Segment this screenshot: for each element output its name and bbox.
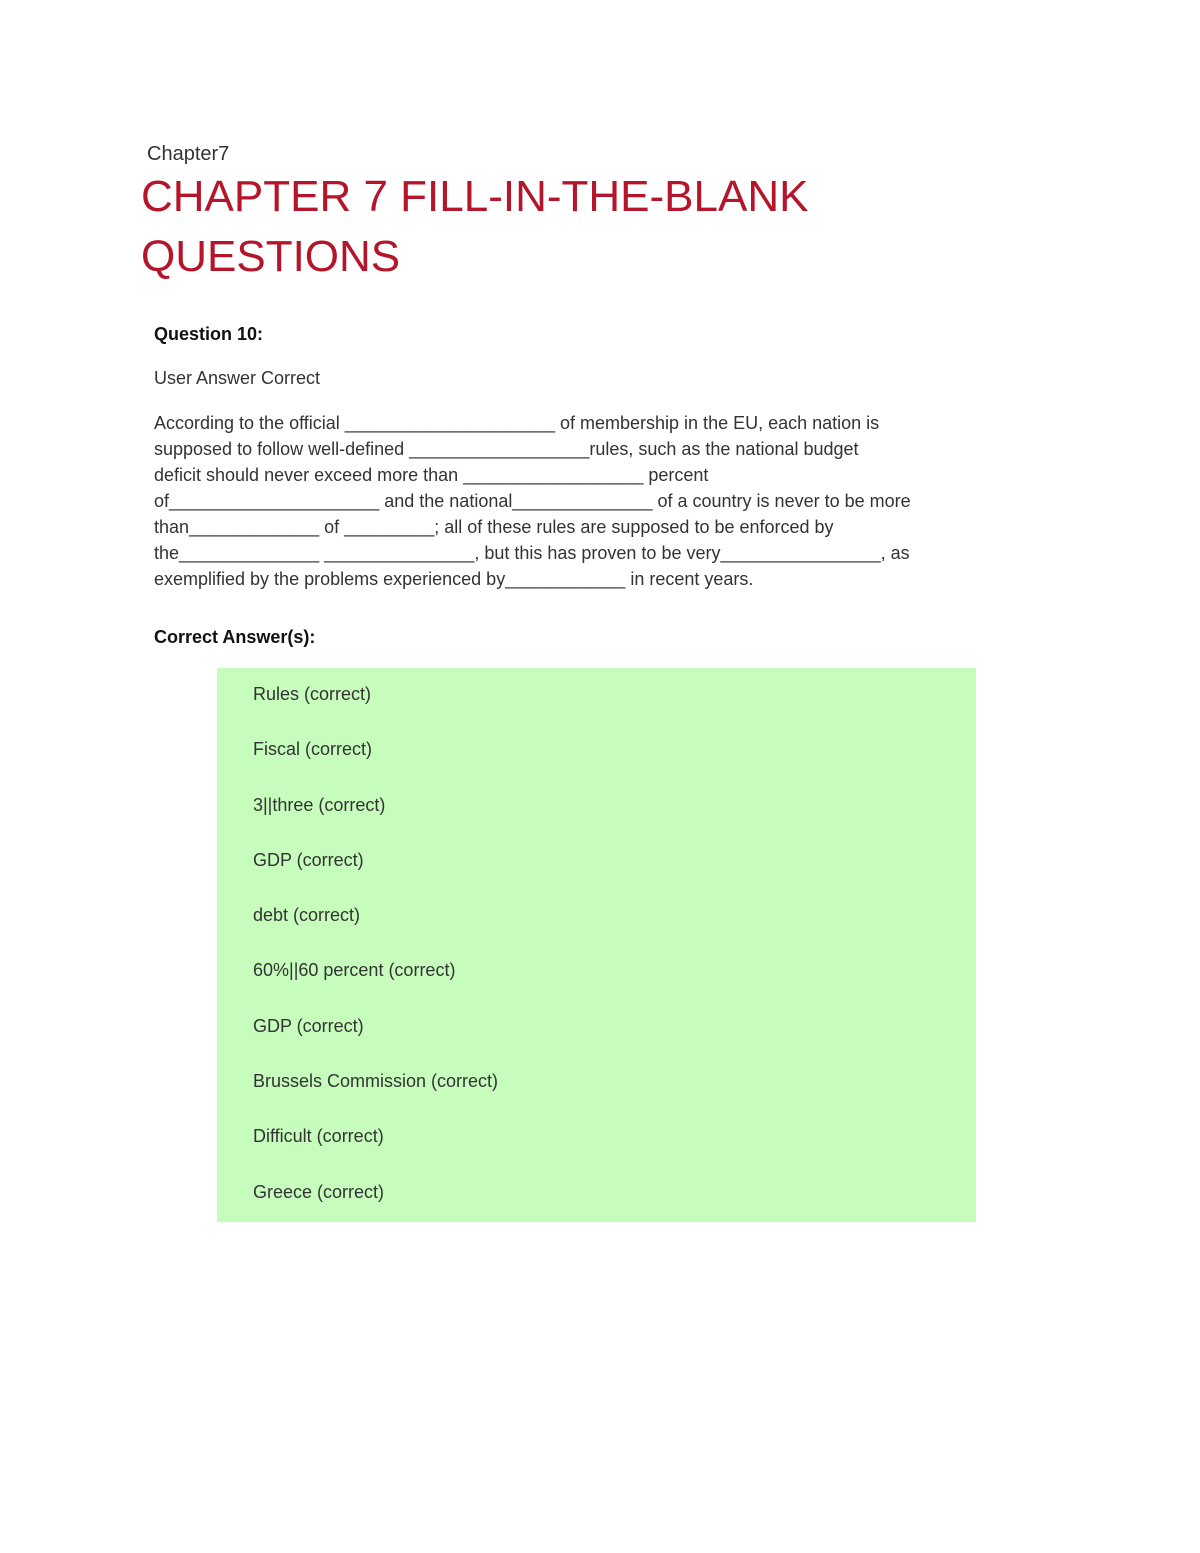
question-line: supposed to follow well-defined __________________rules, such as the national budget [154,439,859,459]
answer-item: 60%||60 percent (correct) [253,960,456,981]
question-text [154,410,974,592]
answer-item: Difficult (correct) [253,1126,384,1147]
chapter-label: Chapter7 [147,143,230,165]
answer-item: Greece (correct) [253,1181,385,1202]
question-line: exemplified by the problems experienced by____________ in recent years. [154,569,754,589]
question-heading: Question 10: [154,324,264,344]
correct-answers-heading: Correct Answer(s): [154,627,316,647]
answer-item: 3||three (correct) [253,794,386,815]
answer-item: Rules (correct) [253,684,372,704]
answer-item: Brussels Commission (correct) [253,1071,499,1092]
question-line: According to the official _____________________ of membership in the EU, each nation is [154,413,880,433]
question-line: of_____________________ and the national______________ of a country is never to be more [154,491,911,511]
answer-item: debt (correct) [253,905,361,926]
answer-item: Fiscal (correct) [253,739,373,760]
question-line: than_____________ of _________; all of these rules are supposed to be enforced by [154,517,834,537]
question-line: the______________ _______________, but this has proven to be very________________, as [154,543,910,563]
question-line: deficit should never exceed more than __________________ percent [154,465,709,485]
user-answer-status: User Answer Correct [154,368,321,388]
page-title: CHAPTER 7 FILL-IN-THE-BLANK QUESTIONS [141,172,809,281]
correct-answers-box [217,668,976,1222]
answer-item: GDP (correct) [253,1015,364,1036]
answer-item: GDP (correct) [253,849,364,870]
